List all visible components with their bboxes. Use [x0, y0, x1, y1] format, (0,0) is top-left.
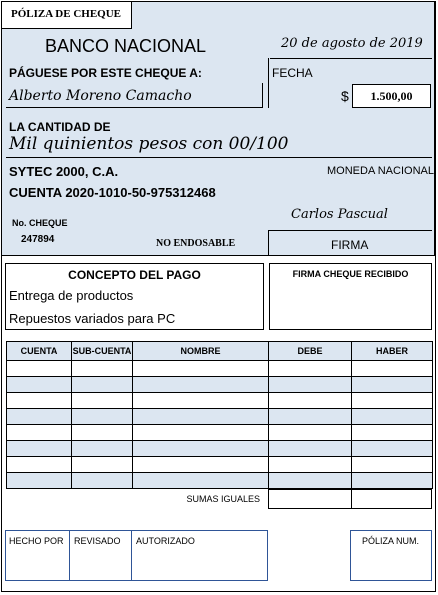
table-cell[interactable]: [7, 377, 72, 393]
table-cell[interactable]: [72, 393, 133, 409]
table-cell[interactable]: [72, 377, 133, 393]
payee-name: Alberto Moreno Camacho: [9, 88, 192, 104]
table-row: [7, 409, 433, 425]
currency-type: MONEDA NACIONAL: [327, 165, 434, 177]
date-divider: [268, 58, 269, 108]
total-credit-cell[interactable]: [351, 489, 432, 509]
table-cell[interactable]: [269, 409, 352, 425]
company-name: SYTEC 2000, C.A.: [9, 164, 119, 179]
not-endorsable-note: NO ENDOSABLE: [156, 238, 236, 249]
table-cell[interactable]: [352, 441, 433, 457]
table-cell[interactable]: [352, 473, 433, 489]
approval-divider-2: [131, 530, 132, 581]
payee-underline: [6, 107, 263, 108]
table-cell[interactable]: [133, 441, 269, 457]
table-cell[interactable]: [269, 441, 352, 457]
pay-to-label: PÁGUESE POR ESTE CHEQUE A:: [9, 66, 202, 80]
table-cell[interactable]: [352, 393, 433, 409]
voucher-title: PÓLIZA DE CHEQUE: [1, 1, 132, 29]
table-cell[interactable]: [7, 457, 72, 473]
table-cell[interactable]: [133, 361, 269, 377]
table-cell[interactable]: [72, 473, 133, 489]
approval-divider-1: [69, 530, 70, 581]
column-header-name: NOMBRE: [133, 342, 269, 361]
received-signature-label: FIRMA CHEQUE RECIBIDO: [292, 269, 409, 279]
table-row: [7, 377, 433, 393]
table-cell[interactable]: [72, 425, 133, 441]
table-cell[interactable]: [269, 361, 352, 377]
table-cell[interactable]: [352, 377, 433, 393]
table-cell[interactable]: [72, 361, 133, 377]
policy-number-label: PÓLIZA NUM.: [362, 536, 420, 546]
payment-concept-title: CONCEPTO DEL PAGO: [68, 268, 201, 282]
table-cell[interactable]: [269, 425, 352, 441]
payee-right-edge: [262, 83, 263, 108]
cheque-date: 20 de agosto de 2019: [281, 36, 423, 51]
cheque-number-label: No. CHEQUE: [12, 218, 68, 228]
table-cell[interactable]: [269, 377, 352, 393]
table-cell[interactable]: [72, 441, 133, 457]
column-header-account: CUENTA: [7, 342, 72, 361]
table-cell[interactable]: [133, 377, 269, 393]
amount-words-underline: [6, 157, 432, 158]
authorized-label: AUTORIZADO: [136, 536, 195, 546]
totals-label: SUMAS IGUALES: [186, 494, 260, 504]
table-cell[interactable]: [133, 425, 269, 441]
drawer-signature: Carlos Pascual: [291, 207, 388, 222]
table-cell[interactable]: [7, 441, 72, 457]
table-cell[interactable]: [133, 393, 269, 409]
table-row: [7, 457, 433, 473]
table-cell[interactable]: [133, 409, 269, 425]
table-row: [7, 361, 433, 377]
table-cell[interactable]: [352, 409, 433, 425]
table-cell[interactable]: [133, 473, 269, 489]
table-cell[interactable]: [7, 473, 72, 489]
reviewed-label: REVISADO: [74, 536, 121, 546]
cheque-number: 247894: [21, 234, 55, 245]
bank-name: BANCO NACIONAL: [45, 36, 207, 56]
table-cell[interactable]: [72, 409, 133, 425]
amount-in-words: Mil quinientos pesos con 00/100: [9, 134, 289, 154]
column-header-credit: HABER: [352, 342, 433, 361]
ledger-header-row: [7, 342, 433, 361]
table-cell[interactable]: [7, 425, 72, 441]
table-cell[interactable]: [352, 457, 433, 473]
table-row: [7, 441, 433, 457]
date-underline: [270, 58, 432, 59]
table-row: [7, 393, 433, 409]
table-row: [7, 473, 433, 489]
signature-label: FIRMA: [331, 238, 369, 252]
signature-line: [268, 230, 432, 231]
column-header-subaccount: SUB-CUENTA: [72, 342, 133, 361]
column-header-debit: DEBE: [269, 342, 352, 361]
table-cell[interactable]: [352, 361, 433, 377]
concept-line-2: Repuestos variados para PC: [9, 311, 176, 326]
total-debit-cell[interactable]: [268, 489, 352, 509]
table-cell[interactable]: [7, 409, 72, 425]
currency-symbol: $: [341, 88, 349, 104]
table-cell[interactable]: [7, 393, 72, 409]
amount-box: 1.500,00: [352, 84, 431, 108]
table-cell[interactable]: [72, 457, 133, 473]
made-by-label: HECHO POR: [9, 536, 64, 546]
account-number: CUENTA 2020-1010-50-975312468: [9, 185, 216, 200]
amount-words-label: LA CANTIDAD DE: [9, 120, 111, 134]
table-cell[interactable]: [269, 393, 352, 409]
table-cell[interactable]: [7, 361, 72, 377]
date-label: FECHA: [272, 66, 313, 80]
table-cell[interactable]: [352, 425, 433, 441]
table-cell[interactable]: [133, 457, 269, 473]
table-cell[interactable]: [269, 473, 352, 489]
table-cell[interactable]: [269, 457, 352, 473]
signature-divider: [268, 230, 269, 255]
concept-line-1: Entrega de productos: [9, 288, 134, 303]
accounting-ledger-table: [6, 341, 433, 489]
table-row: [7, 425, 433, 441]
